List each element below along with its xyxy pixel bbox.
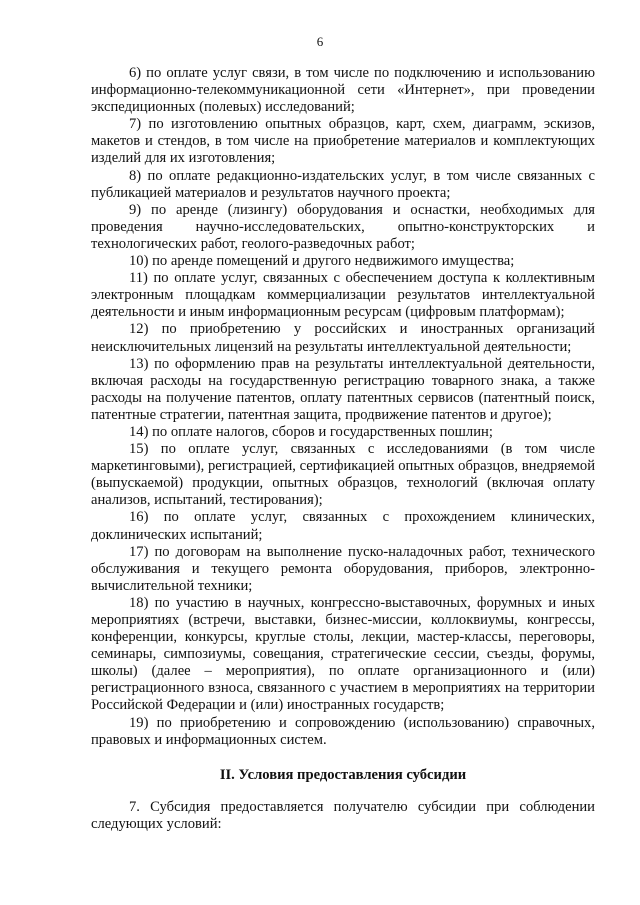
section-heading: II. Условия предоставления субсидии xyxy=(219,766,467,783)
list-item-12: 12) по приобретению у российских и иностранных организаций неисключительных лицензий на результаты интеллектуальной деятельности; xyxy=(91,321,595,355)
list-item-6: 6) по оплате услуг связи, в том числе по подключению и использованию информационно-телекоммуникационной сети «Интернет», при проведении экспедиционных (полевых) исследований; xyxy=(91,65,595,116)
list-item-16: 16) по оплате услуг, связанных с прохождением клинических, доклинических испытаний; xyxy=(91,509,595,543)
page-number: 6 xyxy=(316,34,324,49)
list-item-15: 15) по оплате услуг, связанных с исследованиями (в том числе маркетинговыми), регистрацией, сертификацией опытных образцов, внедряемой (выпускаемой) продукции, опытных образцов, технологий (включая оплату анализов, испытаний, тестирования); xyxy=(91,441,595,509)
list-item-13: 13) по оформлению прав на результаты интеллектуальной деятельности, включая расходы на государственную регистрацию товарного знака, а также расходы на получение патентов, оплату патентных сервисов (патентный поиск, патентные стратегии, патентная защита, продвижение патентов и другое); xyxy=(91,355,595,423)
list-item-18: 18) по участию в научных, конгрессно-выставочных, форумных и иных мероприятиях (встречи, выставки, бизнес-миссии, коллоквиумы, конгрессы, конференции, конкурсы, круглые столы, лекции, мастер-классы, переговоры, семинары, симпозиумы, совещания, стратегические сессии, съезды, форумы, школы) (далее – мероприятия), по оплате организационного и (или) регистрационного взноса, связанного с участием в мероприятиях на территории Российской Федерации и (или) иностранных государств; xyxy=(91,594,595,714)
list-item-10: 10) по аренде помещений и другого недвижимого имущества; xyxy=(129,253,515,270)
list-item-19: 19) по приобретению и сопровождению (использованию) справочных, правовых и информационных систем. xyxy=(91,714,595,748)
list-item-14: 14) по оплате налогов, сборов и государственных пошлин; xyxy=(129,423,493,440)
list-item-7: 7) по изготовлению опытных образцов, карт, схем, диаграмм, эскизов, макетов и стендов, в том числе на приобретение материалов и комплектующих изделий для их изготовления; xyxy=(91,116,595,167)
list-item-11: 11) по оплате услуг, связанных с обеспечением доступа к коллективным электронным площадкам коммерциализации результатов интеллектуальной деятельности и иным информационным ресурсам (цифровым платформам); xyxy=(91,270,595,321)
list-item-8: 8) по оплате редакционно-издательских услуг, в том числе связанных с публикацией материалов и результатов научного проекта; xyxy=(91,167,595,201)
list-item-17: 17) по договорам на выполнение пуско-наладочных работ, технического обслуживания и текущего ремонта оборудования, приборов, электронно-вычислительной техники; xyxy=(91,543,595,594)
document-body xyxy=(91,65,595,833)
section-paragraph: 7. Субсидия предоставляется получателю субсидии при соблюдении следующих условий: xyxy=(91,798,595,832)
list-item-9: 9) по аренде (лизингу) оборудования и оснастки, необходимых для проведения научно-исследовательских, опытно-конструкторских и технологических работ, геолого-разведочных работ; xyxy=(91,201,595,252)
